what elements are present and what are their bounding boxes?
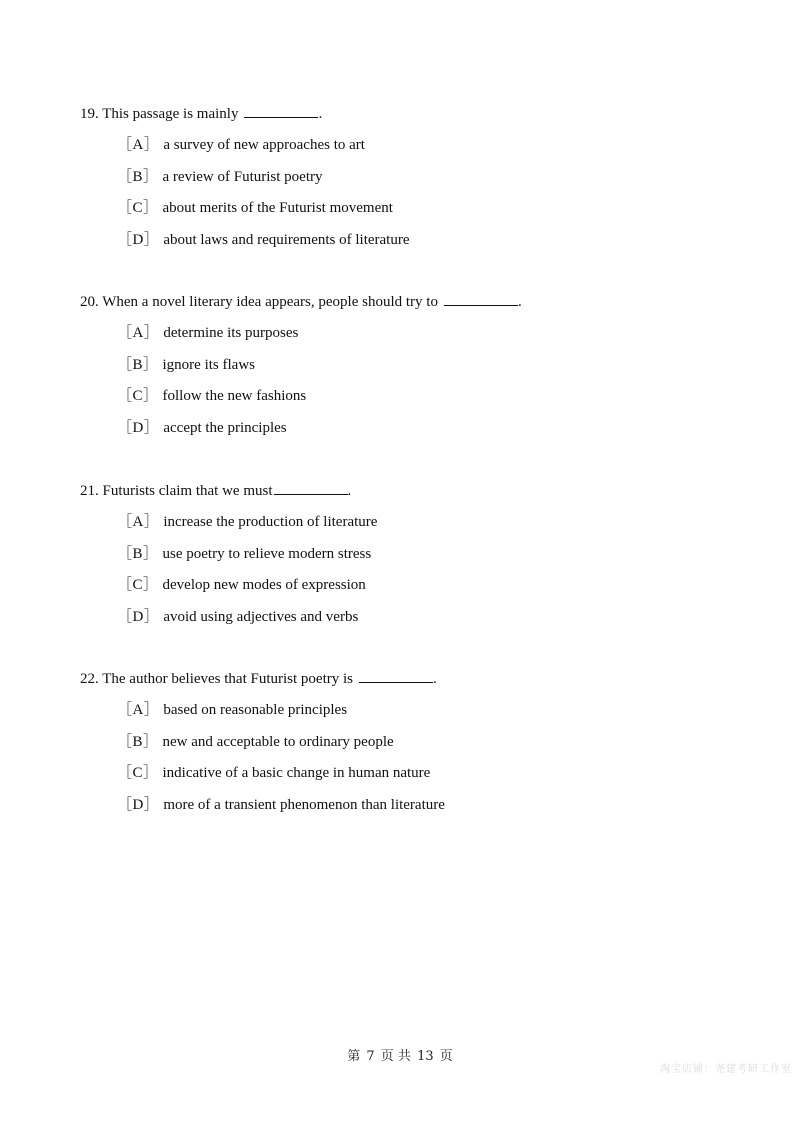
option-text: ignore its flaws xyxy=(162,356,255,373)
option-text: indicative of a basic change in human nature xyxy=(162,765,431,781)
question-stem: 21. Futurists claim that we must . xyxy=(80,483,352,499)
option-a xyxy=(117,324,740,356)
option-c xyxy=(117,576,740,608)
question-20 xyxy=(80,292,740,450)
option-text: based on reasonable principles xyxy=(163,702,348,718)
option-letter: ［A］ xyxy=(117,702,160,718)
option-text: develop new modes of expression xyxy=(162,577,366,593)
option-list xyxy=(80,701,740,827)
answer-blank xyxy=(359,669,433,683)
answer-blank xyxy=(444,292,518,306)
option-d xyxy=(117,608,740,640)
option-text: increase the production of literature xyxy=(163,514,378,530)
option-letter: ［A］ xyxy=(117,514,160,530)
option-text: a review of Futurist poetry xyxy=(162,168,323,185)
watermark: 淘宝店铺：尧建考研工作室 xyxy=(660,1064,792,1075)
option-letter: ［D］ xyxy=(117,608,160,625)
option-c xyxy=(117,764,740,796)
option-text: about laws and requirements of literature xyxy=(163,231,410,248)
option-letter: ［A］ xyxy=(117,325,160,341)
option-text: avoid using adjectives and verbs xyxy=(163,608,359,625)
option-a xyxy=(117,513,740,545)
option-text: follow the new fashions xyxy=(162,388,307,404)
option-b xyxy=(117,545,740,577)
option-d xyxy=(117,231,740,263)
option-b xyxy=(117,356,740,388)
total-pages: 13 xyxy=(417,1049,434,1064)
option-letter: ［C］ xyxy=(117,765,159,781)
option-text: accept the principles xyxy=(163,419,287,436)
option-c xyxy=(117,387,740,419)
current-page: 7 xyxy=(366,1049,375,1064)
option-list xyxy=(80,513,740,639)
option-b xyxy=(117,733,740,765)
option-letter: ［D］ xyxy=(117,796,160,813)
option-letter: ［A］ xyxy=(117,137,160,153)
option-c xyxy=(117,199,740,231)
answer-blank xyxy=(244,104,318,118)
question-stem: 20. When a novel literary idea appears, people should try to . xyxy=(80,294,522,310)
option-d xyxy=(117,419,740,451)
option-text: more of a transient phenomenon than literature xyxy=(163,796,445,813)
option-letter: ［C］ xyxy=(117,577,159,593)
question-stem: 19. This passage is mainly . xyxy=(80,106,323,122)
option-text: use poetry to relieve modern stress xyxy=(162,545,372,562)
option-letter: ［C］ xyxy=(117,388,159,404)
option-letter: ［B］ xyxy=(117,168,159,185)
option-text: determine its purposes xyxy=(163,325,299,341)
question-22 xyxy=(80,669,740,827)
option-letter: ［B］ xyxy=(117,733,159,750)
option-letter: ［B］ xyxy=(117,356,159,373)
option-letter: ［D］ xyxy=(117,231,160,248)
option-letter: ［C］ xyxy=(117,200,159,216)
option-letter: ［B］ xyxy=(117,545,159,562)
question-stem: 22. The author believes that Futurist poetry is . xyxy=(80,671,437,687)
option-a xyxy=(117,701,740,733)
option-a xyxy=(117,136,740,168)
option-text: new and acceptable to ordinary people xyxy=(162,733,394,750)
option-list xyxy=(80,324,740,450)
page-number-footer: 第 7 页 共 13 页 xyxy=(347,1049,453,1064)
option-list xyxy=(80,136,740,262)
question-21 xyxy=(80,481,740,639)
option-text: a survey of new approaches to art xyxy=(163,137,365,153)
option-d xyxy=(117,796,740,828)
answer-blank xyxy=(274,481,348,495)
question-19 xyxy=(80,104,740,262)
option-text: about merits of the Futurist movement xyxy=(162,200,393,216)
option-b xyxy=(117,168,740,200)
option-letter: ［D］ xyxy=(117,419,160,436)
